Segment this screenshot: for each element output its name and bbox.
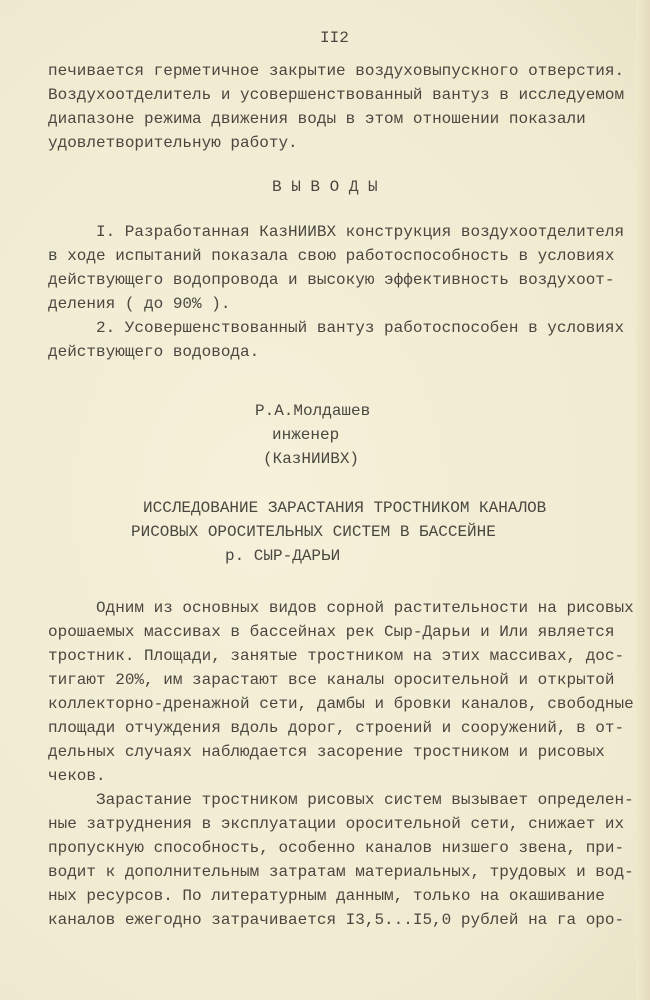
conclusion-item-2: 2. Усовершенствованный вантуз работоспособен в условиях	[96, 319, 625, 337]
continuation-paragraph	[48, 59, 624, 155]
text-line: ные затруднения в эксплуатации оросительной сети, снижает их	[48, 815, 625, 833]
text-line: орошаемых массивах в бассейнах рек Сыр-Дарьи и Или является	[48, 623, 615, 641]
text-line: печивается герметичное закрытие воздуховыпускного отверстия.	[48, 62, 625, 80]
body-paragraph-1	[48, 596, 634, 788]
page-edge-shadow	[636, 0, 650, 1000]
text-line: Воздухоотделитель и усовершенствованный вантуз в исследуемом	[48, 86, 625, 104]
conclusion-item-1: I. Разработанная КазНИИВХ конструкция воздухоотделителя	[96, 223, 625, 241]
author-name: Р.А.Молдашев	[255, 402, 371, 420]
text-line: действующего водопровода и высокую эффективность воздухоот-	[48, 271, 615, 289]
article-title-line-1: ИССЛЕДОВАНИЕ ЗАРАСТАНИЯ ТРОСТНИКОМ КАНАЛОВ	[143, 499, 547, 517]
text-line: тигают 20%, им зарастают все каналы оросительной и открытой	[48, 671, 615, 689]
text-line: Зарастание тростником рисовых систем вызывает определен-	[96, 791, 634, 809]
text-line: в ходе испытаний показала свою работоспособность в условиях	[48, 247, 615, 265]
text-line: дельных случаях наблюдается засорение тростником и рисовых	[48, 743, 605, 761]
text-line: площади отчуждения вдоль дорог, строений и сооружений, в от-	[48, 719, 625, 737]
text-line: пропускную способность, особенно каналов низшего звена, при-	[48, 839, 625, 857]
text-line: Одним из основных видов сорной растительности на рисовых	[96, 599, 634, 617]
text-line: удовлетворительную работу.	[48, 134, 298, 152]
conclusions-heading: В Ы В О Д Ы	[272, 178, 378, 196]
text-line: тростник. Площади, занятые тростником на этих массивах, дос-	[48, 647, 625, 665]
conclusions-list	[48, 220, 624, 364]
author-position: инженер	[272, 426, 340, 444]
text-line: диапазоне режима движения воды в этом отношении показали	[48, 110, 586, 128]
article-title-line-2: РИСОВЫХ ОРОСИТЕЛЬНЫХ СИСТЕМ В БАССЕЙНЕ	[131, 523, 496, 541]
text-line: деления ( до 90% ).	[48, 295, 231, 313]
text-line: ных ресурсов. По литературным данным, только на окашивание	[48, 887, 605, 905]
text-line: каналов ежегодно затрачивается I3,5...I5,0 рублей на га оро-	[48, 911, 625, 929]
text-line: водит к дополнительным затратам материальных, трудовых и вод-	[48, 863, 634, 881]
page-number: II2	[320, 29, 349, 47]
body-paragraph-2	[48, 788, 634, 932]
article-title-line-3: р. СЫР-ДАРЬИ	[225, 547, 341, 565]
author-organization: (КазНИИВХ)	[263, 450, 360, 468]
text-line: чеков.	[48, 767, 106, 785]
text-line: коллекторно-дренажной сети, дамбы и бровки каналов, свободные	[48, 695, 634, 713]
text-line: действующего водовода.	[48, 343, 260, 361]
